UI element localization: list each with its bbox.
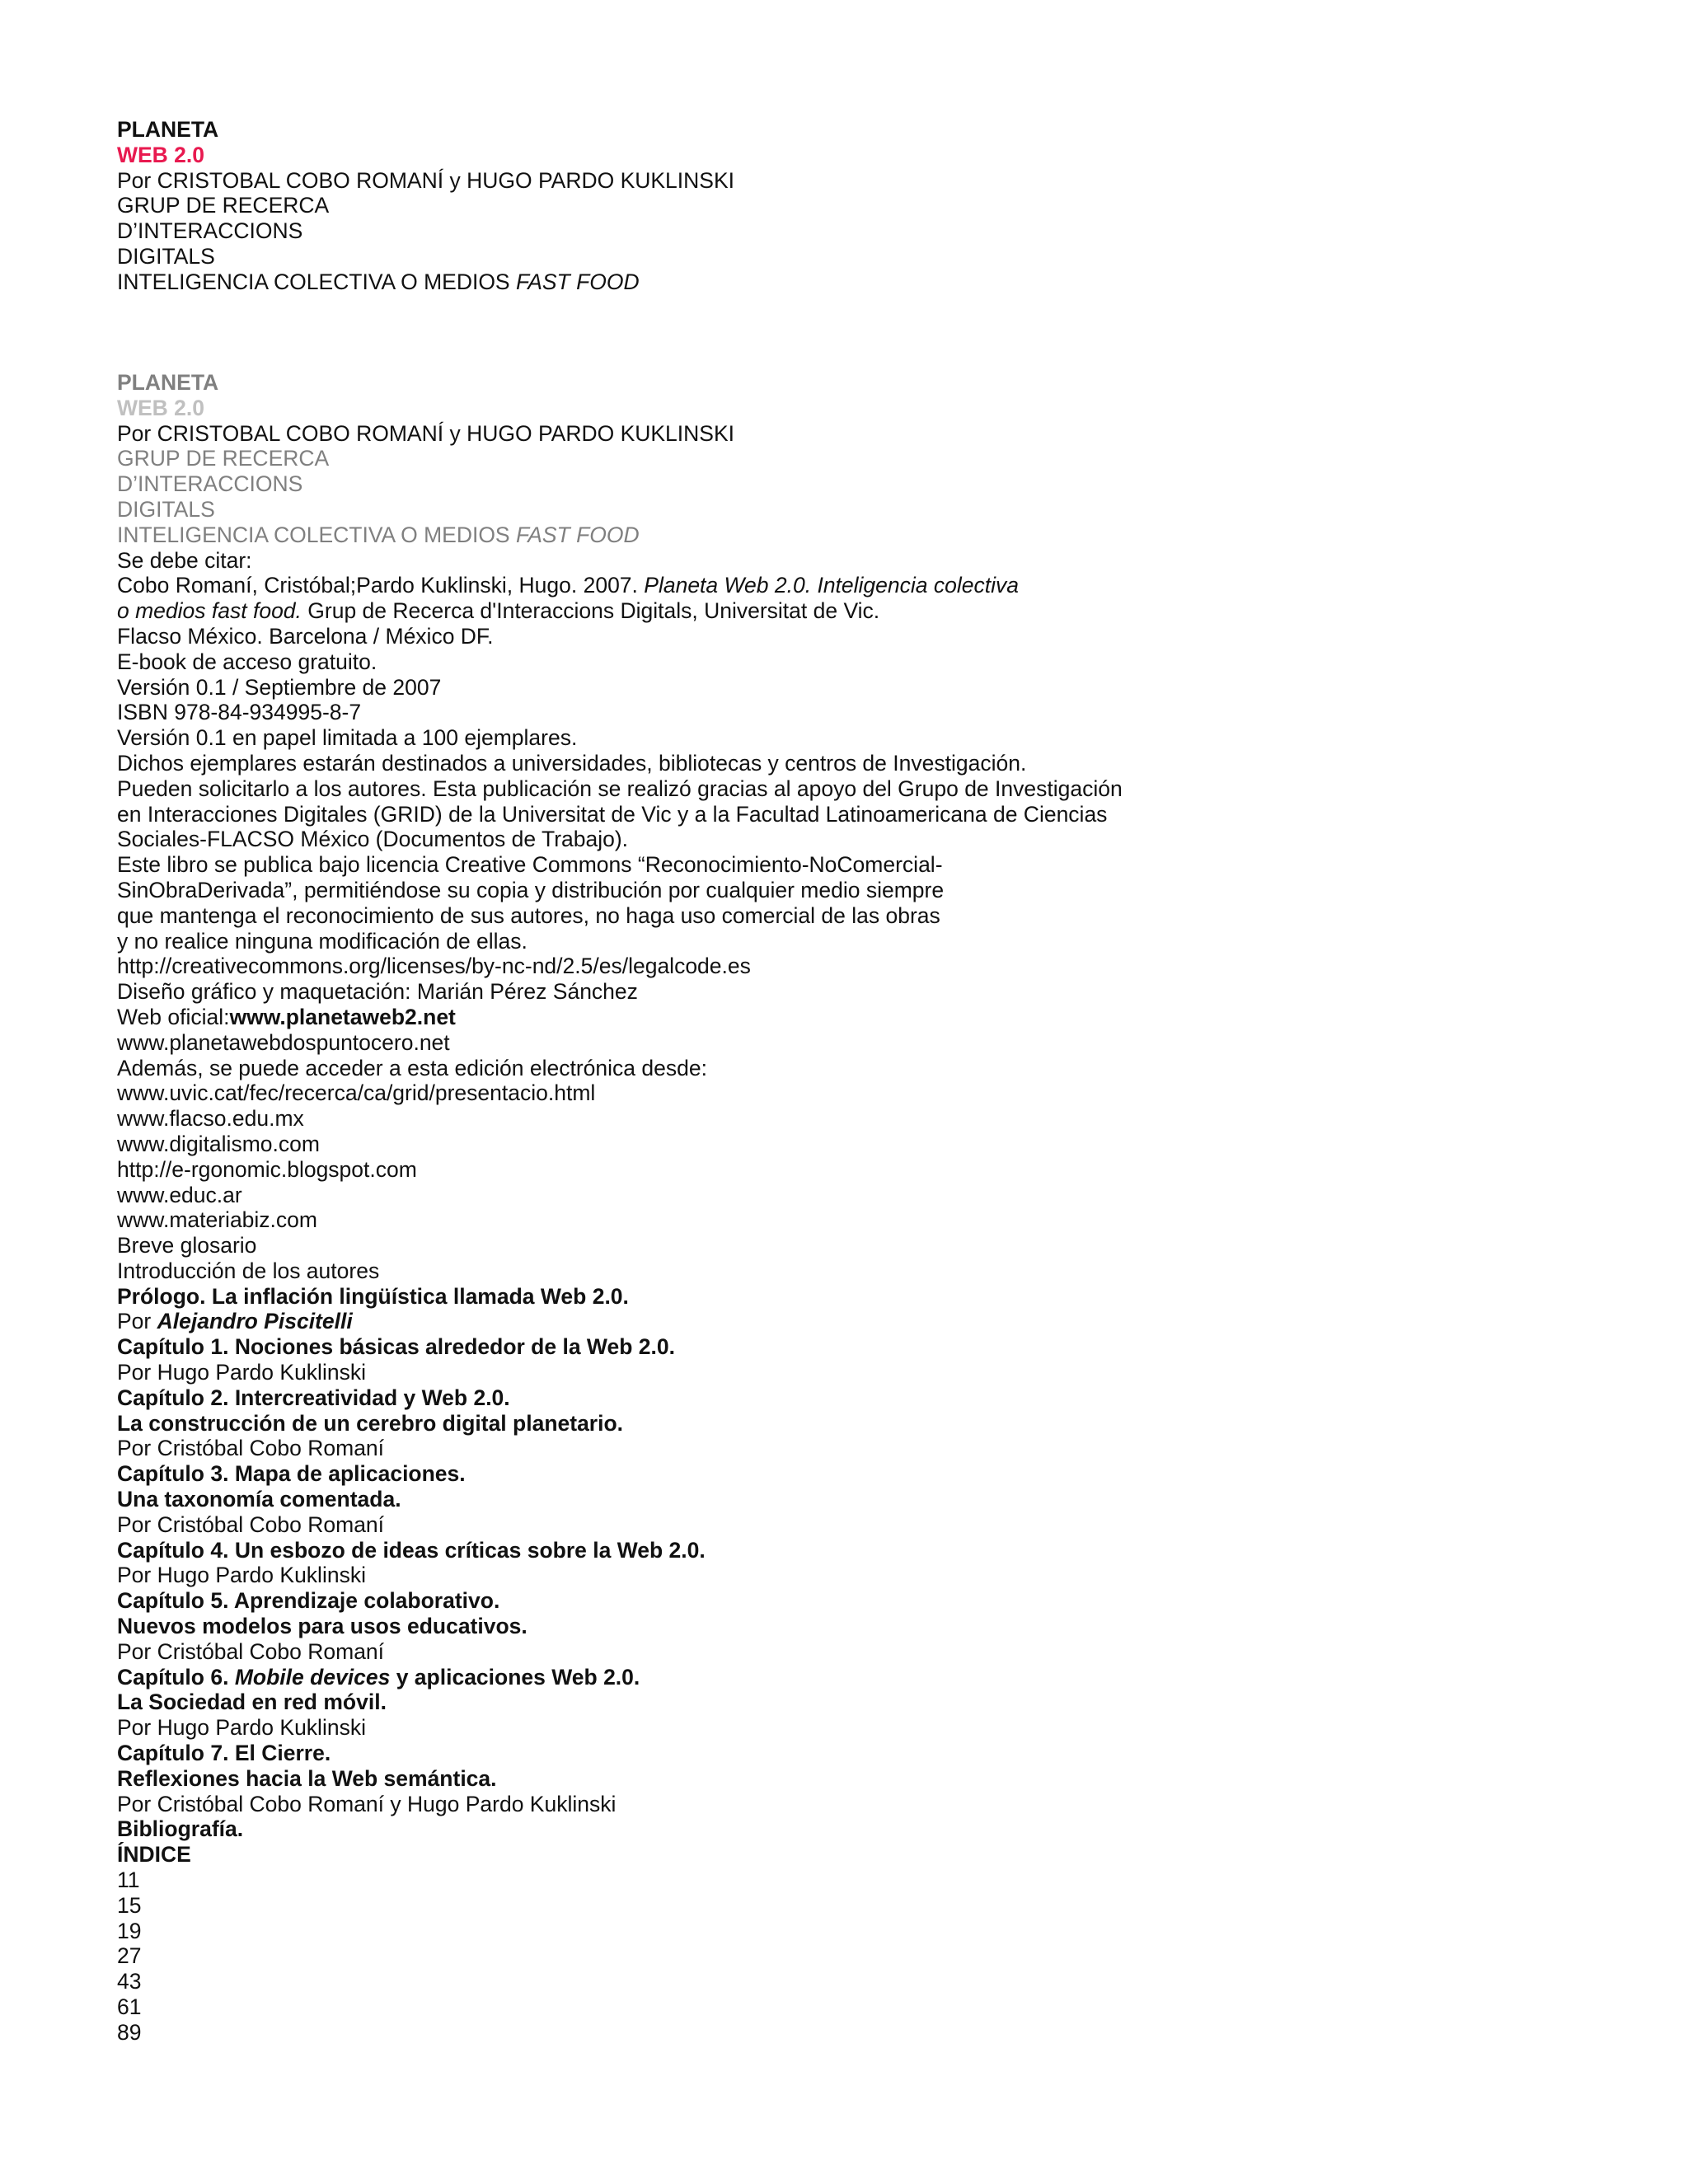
credits-title: PLANETA (117, 370, 219, 395)
cover-title: PLANETA (117, 117, 219, 142)
toc-intro: Introducción de los autores (117, 1258, 380, 1283)
access-link: www.materiabiz.com (117, 1207, 317, 1233)
license-note-4: y no realice ninguna modificación de ellas. (117, 928, 528, 954)
toc-chapter-6-author: Por Hugo Pardo Kuklinski (117, 1715, 366, 1741)
credits-group-line-3: DIGITALS (117, 496, 215, 522)
credits-authors: Por CRISTOBAL COBO ROMANÍ y HUGO PARDO KUKLINSKI (117, 420, 735, 446)
cover-group-line-3: DIGITALS (117, 243, 215, 269)
official-web-url: www.planetaweb2.net (229, 1004, 456, 1029)
toc-chapter-7: Capítulo 7. El Cierre. (117, 1741, 331, 1766)
toc-prologo-by: Por (117, 1309, 157, 1334)
toc-page-number: 15 (117, 1892, 142, 1918)
toc-chapter-3: Capítulo 3. Mapa de aplicaciones. (117, 1461, 466, 1487)
credits-tagline-text: INTELIGENCIA COLECTIVA O MEDIOS (117, 522, 516, 547)
toc-chapter-1: Capítulo 1. Nociones básicas alrededor de la Web 2.0. (117, 1334, 675, 1360)
toc-prologo-author (117, 1309, 1518, 1334)
toc-indice-heading: ÍNDICE (117, 1842, 191, 1868)
toc-chapter-5-subtitle: Nuevos modelos para usos educativos. (117, 1614, 528, 1639)
license-url: http://creativecommons.org/licenses/by-nc-nd/2.5/es/legalcode.es (117, 954, 751, 979)
license-note-3: que mantenga el reconocimiento de sus autores, no haga uso comercial de las obras (117, 902, 940, 928)
official-web-label: Web oficial: (117, 1004, 230, 1029)
credits-group-line-2: D’INTERACCIONS (117, 471, 303, 497)
license-note-2: SinObraDerivada”, permitiéndose su copia y distribución por cualquier medio siempre (117, 877, 945, 902)
credits-and-toc-block (117, 370, 1518, 2046)
toc-page-number: 43 (117, 1969, 142, 1994)
ebook-note: E-book de acceso gratuito. (117, 649, 377, 674)
official-web-url-2: www.planetawebdospuntocero.net (117, 1029, 450, 1055)
toc-page-number: 11 (117, 1868, 140, 1893)
license-note-1: Este libro se publica bajo licencia Creative Commons “Reconocimiento-NoComercial- (117, 852, 943, 878)
cover-tagline (117, 269, 1518, 295)
version-note: Versión 0.1 / Septiembre de 2007 (117, 674, 442, 700)
isbn: ISBN 978-84-934995-8-7 (117, 700, 362, 725)
print-note-2: Dichos ejemplares estarán destinados a universidades, bibliotecas y centros de Investigación. (117, 750, 1027, 776)
cover-tagline-italic: FAST FOOD (515, 269, 640, 294)
toc-chapter-6-subtitle: La Sociedad en red móvil. (117, 1690, 387, 1715)
cite-label: Se debe citar: (117, 547, 252, 573)
cover-subtitle: WEB 2.0 (117, 142, 205, 167)
cover-group-line-1: GRUP DE RECERCA (117, 193, 330, 218)
toc-chapter-7-subtitle: Reflexiones hacia la Web semántica. (117, 1765, 497, 1791)
toc-chapter-4: Capítulo 4. Un esbozo de ideas críticas sobre la Web 2.0. (117, 1537, 706, 1563)
citation-publisher: Grup de Recerca d'Interaccions Digitals, Universitat de Vic. (301, 598, 880, 624)
credits-group-line-1: GRUP DE RECERCA (117, 446, 330, 471)
citation-title-cont: o medios fast food. (117, 598, 302, 624)
toc-chapter-3-author: Por Cristóbal Cobo Romaní (117, 1511, 385, 1537)
credits-tagline-italic: FAST FOOD (515, 522, 640, 547)
official-web (117, 1005, 1518, 1030)
toc-chapter-4-author: Por Hugo Pardo Kuklinski (117, 1563, 366, 1588)
design-credit: Diseño gráfico y maquetación: Marián Pérez Sánchez (117, 979, 638, 1005)
citation-line-3: Flacso México. Barcelona / México DF. (117, 623, 494, 649)
cover-group-line-2: D’INTERACCIONS (117, 218, 303, 244)
toc-chapter-5-author: Por Cristóbal Cobo Romaní (117, 1638, 385, 1664)
toc-chapter-6-italic: Mobile devices (234, 1664, 391, 1690)
support-note-1: Pueden solicitarlo a los autores. Esta publicación se realizó gracias al apoyo del Grupo de Investigación (117, 776, 1123, 801)
access-note: Además, se puede acceder a esta edición electrónica desde: (117, 1055, 707, 1080)
toc-glosario: Breve glosario (117, 1233, 257, 1258)
cover-block (117, 117, 1518, 295)
support-note-2: en Interacciones Digitales (GRID) de la Universitat de Vic y a la Facultad Latinoamericana de Ciencias (117, 801, 1108, 827)
toc-chapter-2-author: Por Cristóbal Cobo Romaní (117, 1436, 385, 1461)
toc-chapter-5: Capítulo 5. Aprendizaje colaborativo. (117, 1588, 500, 1614)
toc-page-number: 89 (117, 2019, 142, 2045)
citation-line-1 (117, 573, 1518, 598)
citation-title: Planeta Web 2.0. Inteligencia colectiva (644, 573, 1019, 598)
print-note-1: Versión 0.1 en papel limitada a 100 ejemplares. (117, 725, 578, 751)
citation-line-2 (117, 598, 1518, 624)
access-link: www.flacso.edu.mx (117, 1106, 304, 1132)
toc-chapter-6-prefix: Capítulo 6. (117, 1664, 235, 1690)
toc-chapter-3-subtitle: Una taxonomía comentada. (117, 1487, 401, 1512)
access-link: www.uvic.cat/fec/recerca/ca/grid/presentacio.html (117, 1080, 596, 1106)
credits-subtitle: WEB 2.0 (117, 395, 205, 420)
cover-authors: Por CRISTOBAL COBO ROMANÍ y HUGO PARDO KUKLINSKI (117, 167, 735, 193)
citation-authors: Cobo Romaní, Cristóbal;Pardo Kuklinski, Hugo. 2007. (117, 573, 645, 598)
cover-tagline-text: INTELIGENCIA COLECTIVA O MEDIOS (117, 269, 516, 294)
toc-bibliografia: Bibliografía. (117, 1816, 244, 1842)
toc-chapter-2: Capítulo 2. Intercreatividad y Web 2.0. (117, 1385, 510, 1410)
toc-page-number: 19 (117, 1918, 142, 1943)
toc-prologo: Prólogo. La inflación lingüística llamada Web 2.0. (117, 1283, 629, 1309)
toc-chapter-2-subtitle: La construcción de un cerebro digital planetario. (117, 1410, 624, 1436)
toc-page-number: 27 (117, 1943, 142, 1969)
toc-chapter-6 (117, 1665, 1518, 1690)
toc-chapter-6-suffix: y aplicaciones Web 2.0. (390, 1664, 640, 1690)
support-note-3: Sociales-FLACSO México (Documentos de Trabajo). (117, 827, 629, 852)
access-link: www.digitalismo.com (117, 1131, 320, 1156)
toc-chapter-7-author: Por Cristóbal Cobo Romaní y Hugo Pardo Kuklinski (117, 1791, 617, 1816)
toc-page-number: 61 (117, 1994, 142, 2019)
toc-chapter-1-author: Por Hugo Pardo Kuklinski (117, 1360, 366, 1385)
toc-prologo-author-name: Alejandro Piscitelli (157, 1309, 353, 1334)
access-link: http://e-rgonomic.blogspot.com (117, 1156, 417, 1182)
credits-tagline (117, 523, 1518, 548)
access-link: www.educ.ar (117, 1182, 242, 1207)
